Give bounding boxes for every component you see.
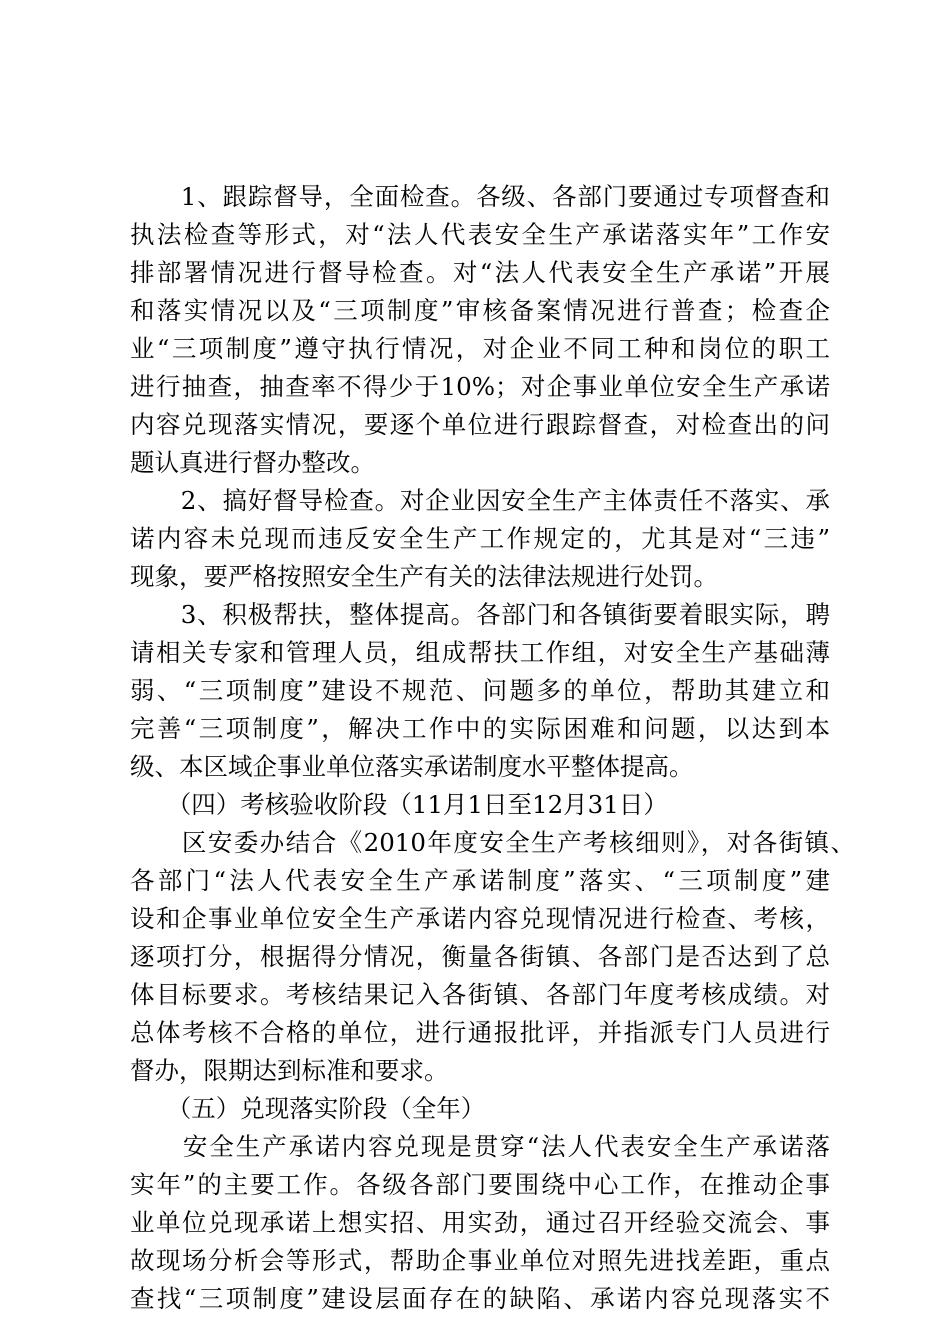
paragraph-line: 请相关专家和管理人员，组成帮扶工作组，对安全生产基础薄	[130, 638, 830, 667]
paragraph-line: 体目标要求。考核结果记入各街镇、各部门年度考核成绩。对	[130, 980, 830, 1009]
paragraph-line: 督办，限期达到标准和要求。	[130, 1056, 449, 1085]
paragraph-line: 逐项打分，根据得分情况，衡量各街镇、各部门是否达到了总	[130, 942, 830, 971]
section-heading: （四）考核验收阶段（11月1日至12月31日）	[130, 790, 668, 819]
paragraph-line: 查找“三项制度”建设层面存在的缺陷、承诺内容兑现落实不	[130, 1284, 830, 1313]
paragraph-line: 2、搞好督导检查。对企业因安全生产主体责任不落实、承	[130, 486, 830, 515]
paragraph-line: 设和企事业单位安全生产承诺内容兑现情况进行检查、考核，	[130, 904, 830, 933]
paragraph-line: 排部署情况进行督导检查。对“法人代表安全生产承诺”开展	[130, 258, 830, 287]
paragraph-line: 安全生产承诺内容兑现是贯穿“法人代表安全生产承诺落	[130, 1132, 830, 1161]
paragraph-line: 进行抽查，抽查率不得少于10%；对企事业单位安全生产承诺	[130, 372, 830, 401]
paragraph-line: 业“三项制度”遵守执行情况，对企业不同工种和岗位的职工	[130, 334, 830, 363]
paragraph-line: 各部门“法人代表安全生产承诺制度”落实、“三项制度”建	[130, 866, 830, 895]
paragraph-line: 故现场分析会等形式，帮助企事业单位对照先进找差距，重点	[130, 1246, 830, 1275]
paragraph-line: 现象，要严格按照安全生产有关的法律法规进行处罚。	[130, 562, 718, 591]
section-heading: （五）兑现落实阶段（全年）	[130, 1094, 486, 1123]
paragraph-line: 3、积极帮扶，整体提高。各部门和各镇街要着眼实际，聘	[130, 600, 830, 629]
paragraph-line: 完善“三项制度”，解决工作中的实际困难和问题，以达到本	[130, 714, 830, 743]
paragraph-line: 内容兑现落实情况，要逐个单位进行跟踪督查，对检查出的问	[130, 410, 830, 439]
paragraph-line: 级、本区域企事业单位落实承诺制度水平整体提高。	[130, 752, 694, 781]
paragraph-line: 总体考核不合格的单位，进行通报批评，并指派专门人员进行	[130, 1018, 830, 1047]
paragraph-line: 诺内容未兑现而违反安全生产工作规定的，尤其是对“三违”	[130, 524, 830, 553]
paragraph-line: 弱、“三项制度”建设不规范、问题多的单位，帮助其建立和	[130, 676, 830, 705]
paragraph-line: 和落实情况以及“三项制度”审核备案情况进行普查；检查企	[130, 296, 830, 325]
paragraph-line: 执法检查等形式，对“法人代表安全生产承诺落实年”工作安	[130, 220, 830, 249]
paragraph-line: 1、跟踪督导，全面检查。各级、各部门要通过专项督查和	[130, 182, 830, 211]
paragraph-line: 题认真进行督办整改。	[130, 448, 375, 477]
paragraph-line: 区安委办结合《2010年度安全生产考核细则》，对各街镇、	[130, 828, 855, 857]
paragraph-line: 业单位兑现承诺上想实招、用实劲，通过召开经验交流会、事	[130, 1208, 830, 1237]
paragraph-line: 实年”的主要工作。各级各部门要围绕中心工作，在推动企事	[130, 1170, 830, 1199]
